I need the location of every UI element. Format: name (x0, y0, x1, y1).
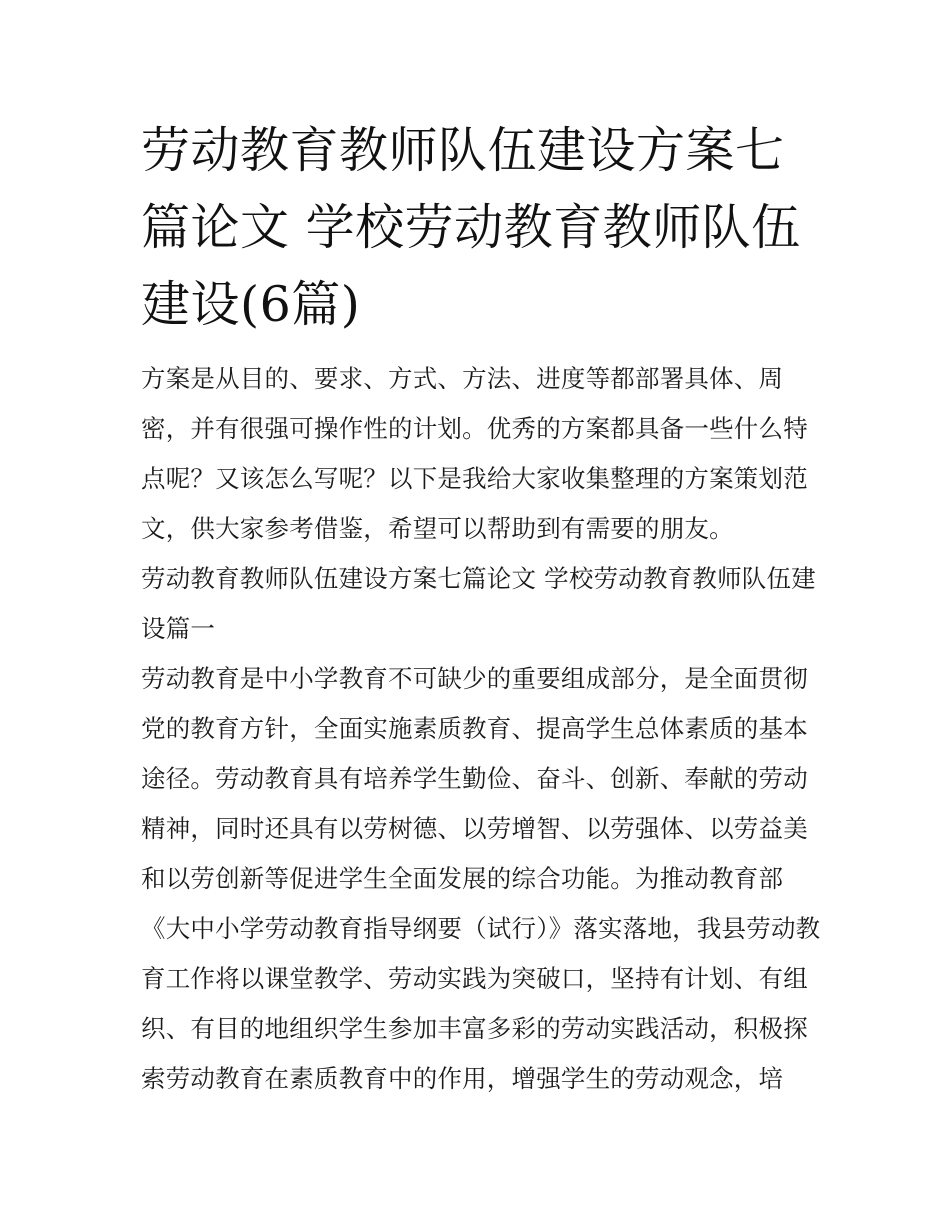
document-title: 劳动教育教师队伍建设方案七篇论文 学校劳动教育教师队伍建设(6篇) (141, 122, 801, 333)
body-paragraph: 劳动教育是中小学教育不可缺少的重要组成部分，是全面贯彻党的教育方针，全面实施素质教育、提高学生总体素质的基本途径。劳动教育具有培养学生勤俭、奋斗、创新、奉献的劳动精神，同时还具有以劳树德、以劳增智、以劳强体、以劳益美和以劳创新等促进学生全面发展的综合功能。为推动教育部《大中小学劳动教育指导纲要（试行）》落实落地，我县劳动教育工作将以课堂教学、劳动实践为突破口，坚持有计划、有组织、有目的地组织学生参加丰富多彩的劳动实践活动，积极探索劳动教育在素质教育中的作用，增强学生的劳动观念，培 (141, 664, 821, 1093)
section-heading: 劳动教育教师队伍建设方案七篇论文 学校劳动教育教师队伍建设篇一 (141, 564, 816, 643)
document-page (141, 112, 821, 1104)
intro-paragraph: 方案是从目的、要求、方式、方法、进度等都部署具体、周密，并有很强可操作性的计划。优秀的方案都具备一些什么特点呢？又该怎么写呢？以下是我给大家收集整理的方案策划范文，供大家参考借鉴，希望可以帮助到有需要的朋友。 (141, 364, 808, 543)
